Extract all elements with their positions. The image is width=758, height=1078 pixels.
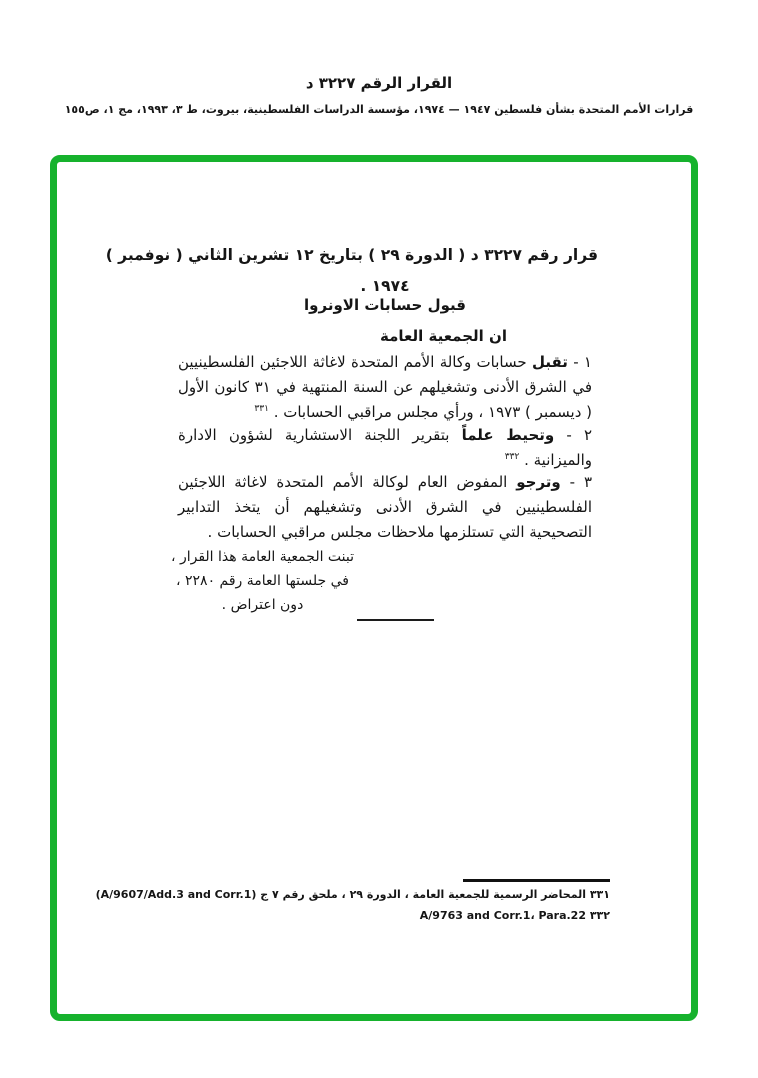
footnote-331-citation: (A/9607/Add.3 and Corr.1) — [95, 888, 257, 901]
footnote-331-text: المحاضر الرسمية للجمعية العامة ، الدورة ٢٩ ، ملحق رقم ٧ ج — [260, 888, 586, 901]
resolution-item-3 — [178, 470, 592, 545]
item-3-number: ٣ - — [569, 473, 592, 491]
item-1-footnote-ref: ٣٣١ — [254, 404, 269, 414]
item-1-number: ١ - — [573, 353, 592, 371]
adoption-note-line3: دون اعتراض . — [221, 597, 304, 613]
resolution-heading-line2: ١٩٧٤ . — [360, 277, 410, 295]
resolution-subject: قبول حسابات الاونروا — [304, 296, 466, 314]
page-title: القرار الرقم ٣٢٢٧ د — [305, 74, 453, 92]
item-1-text: حسابات وكالة الأمم المتحدة لاغاثة اللاجئين الفلسطينيين في الشرق الأدنى وتشغيلهم عن السنة المنتهية في ٣١ كانون الأول ( ديسمبر ) ١٩٧٣ ، ورأي مجلس مراقبي الحسابات . — [178, 353, 592, 421]
item-2-text: بتقرير اللجنة الاستشارية لشؤون الادارة والميزانية . — [178, 426, 592, 469]
resolution-heading-line1: قرار رقم ٣٢٢٧ د ( الدورة ٢٩ ) بتاريخ ١٢ تشرين الثاني ( نوفمبر ) — [105, 246, 598, 264]
footnote-331-marker: ٣٣١ — [589, 888, 610, 901]
source-citation: قرارات الأمم المتحدة بشأن فلسطين ١٩٤٧ — ١٩٧٤، مؤسسة الدراسات الفلسطينية، بيروت، ط ٣، ١٩٩٣، مج ١، ص١٥٥ — [64, 103, 694, 116]
item-3-lead: وترجو — [516, 473, 561, 491]
item-1-lead: تقبل — [531, 353, 568, 371]
item-3-text: المفوض العام لوكالة الأمم المتحدة لاغاثة اللاجئين الفلسطينيين في الشرق الأدنى وتشغيلهم أن يتخذ التدابير التصحيحية التي تستلزمها ملاحظات مجلس مراقبي الحسابات . — [178, 473, 592, 541]
adoption-note-line1: تبنت الجمعية العامة هذا القرار ، — [170, 549, 355, 565]
footnote-divider — [463, 879, 610, 882]
item-2-number: ٢ - — [566, 426, 592, 444]
section-divider — [357, 619, 434, 621]
item-2-footnote-ref: ٣٣٢ — [504, 452, 520, 462]
adoption-note-line2: في جلستها العامة رقم ٢٢٨٠ ، — [176, 573, 349, 589]
resolution-opening: ان الجمعية العامة — [380, 327, 507, 345]
resolution-item-1 — [178, 350, 592, 425]
footnote-332-citation: A/9763 and Corr.1، Para.22 — [419, 909, 586, 922]
footnote-332 — [96, 905, 610, 926]
resolution-item-2 — [178, 423, 592, 473]
adoption-note — [170, 545, 355, 617]
item-2-lead: وتحيط علماً — [461, 426, 555, 444]
resolution-heading — [105, 240, 598, 302]
footnotes — [96, 884, 610, 926]
footnote-332-marker: ٣٣٢ — [589, 909, 610, 922]
footnote-331 — [96, 884, 610, 905]
